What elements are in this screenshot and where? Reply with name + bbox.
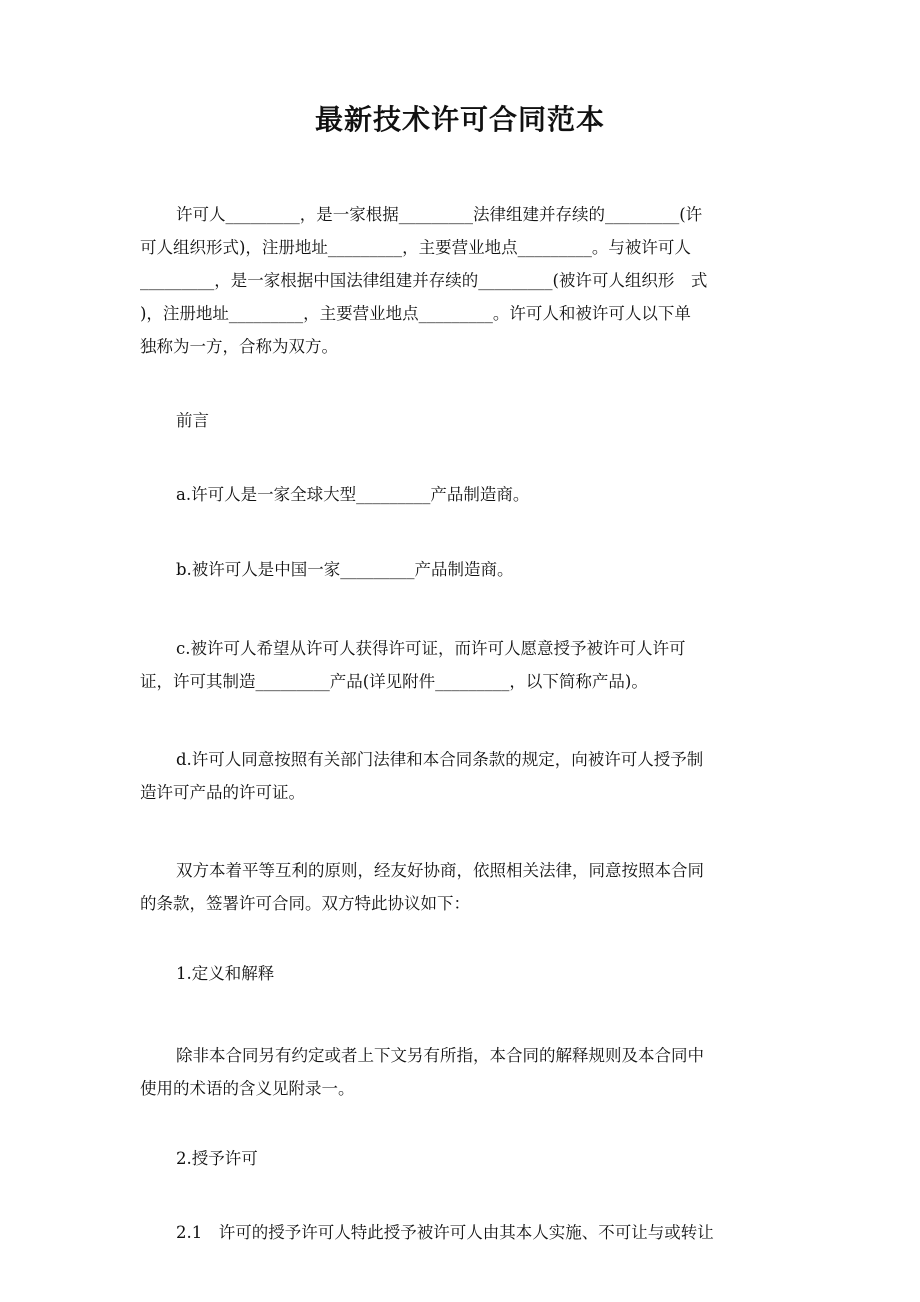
section-2-1: 2.1 许可的授予许可人特此授予被许可人由其本人实施、不可让与或转让 [176,1223,714,1242]
parties-line-1: 许可人_________，是一家根据_________法律组建并存续的_________(许 [176,205,703,224]
clause-d [140,743,780,809]
parties-line-2: 可人组织形式)，注册地址_________，主要营业地点_________。与被许可人 [140,238,691,257]
clause-c-line-1: c.被许可人希望从许可人获得许可证，而许可人愿意授予被许可人许可 [176,639,686,658]
clause-b: b.被许可人是中国一家_________产品制造商。 [176,560,514,579]
clause-d-line-2: 造许可产品的许可证。 [140,783,305,802]
parties-line-5: 独称为一方，合称为双方。 [140,337,338,356]
clause-c [140,632,780,698]
agreement-line-1: 双方本着平等互利的原则，经友好协商，依照相关法律，同意按照本合同 [176,861,704,880]
parties-paragraph [140,198,780,363]
parties-line-3: _________，是一家根据中国法律组建并存续的_________(被许可人组织形 式 [140,271,708,290]
agreement-paragraph [140,854,780,920]
section-1-line-1: 除非本合同另有约定或者上下文另有所指，本合同的解释规则及本合同中 [176,1046,704,1065]
clause-a: a.许可人是一家全球大型_________产品制造商。 [176,485,530,504]
parties-line-4: )，注册地址_________，主要营业地点_________。许可人和被许可人以下单 [140,304,691,323]
section-1-line-2: 使用的术语的含义见附录一。 [140,1079,355,1098]
document-title: 最新技术许可合同范本 [314,103,605,136]
section-1-body [140,1039,780,1105]
agreement-line-2: 的条款，签署许可合同。双方特此协议如下： [140,894,470,913]
section-1-heading: 1.定义和解释 [176,964,275,983]
clause-c-line-2: 证，许可其制造_________产品(详见附件_________，以下简称产品)。 [140,672,648,691]
section-2-heading: 2.授予许可 [176,1149,258,1168]
preamble-heading: 前言 [176,411,209,430]
clause-d-line-1: d.许可人同意按照有关部门法律和本合同条款的规定，向被许可人授予制 [176,750,704,769]
